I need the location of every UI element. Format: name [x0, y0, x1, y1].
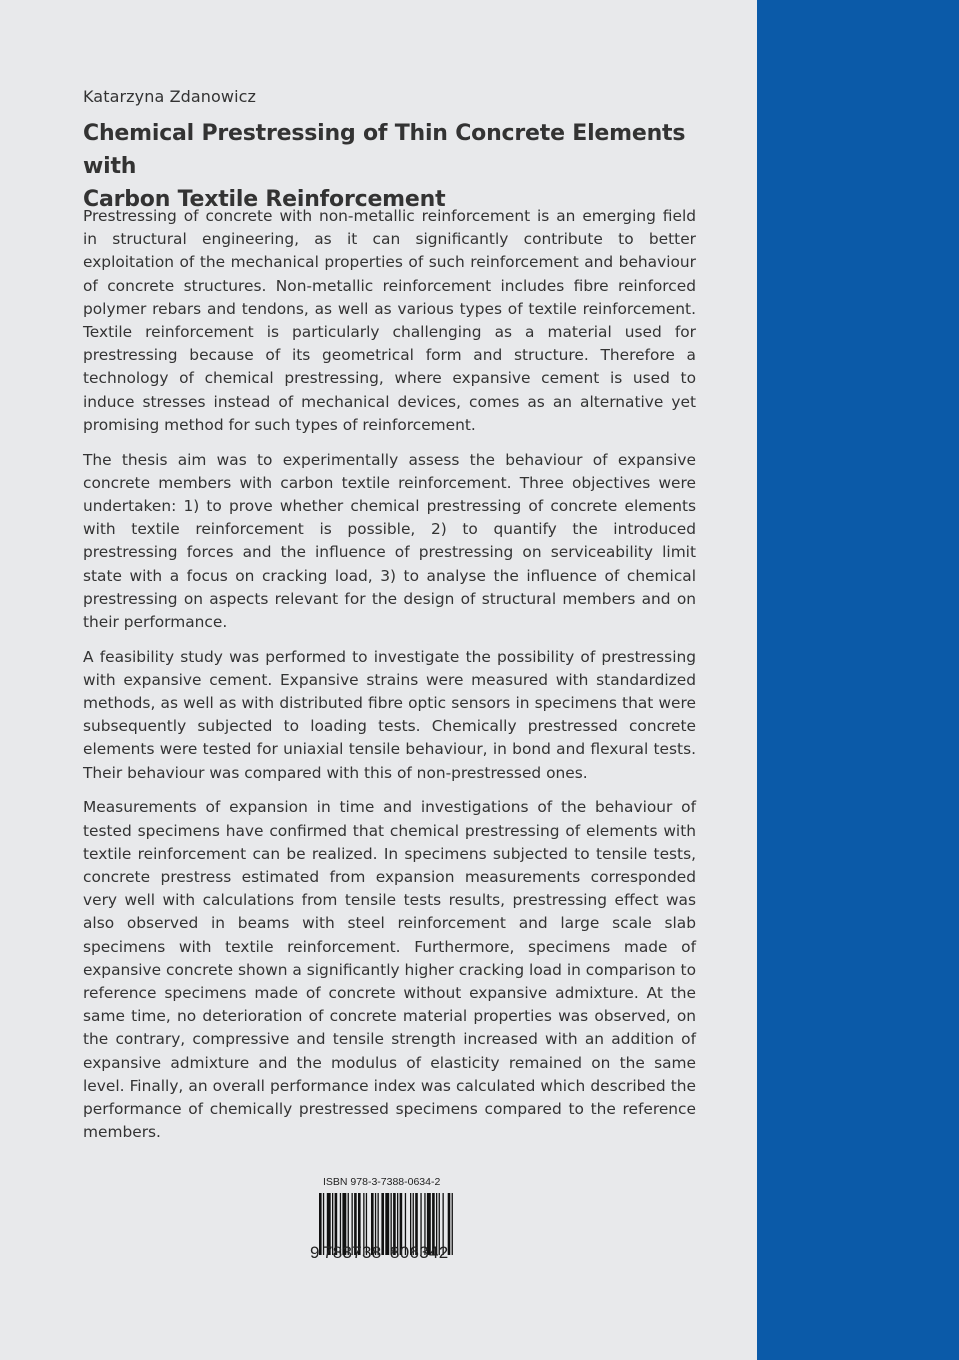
abstract-paragraph: Measurements of expansion in time and investigations of the behaviour of tested specimens have confirmed that chemical prestressing of elements with textile reinforcement can be realized. In specimens subjected to tensile tests, concrete prestress estimated from expansion measurements corresponded very well with calculations from tensile tests results, prestressing effect was also observed in beams with steel reinforcement and large scale slab specimens with textile reinforcement. Furthermore, specimens made of expansive concrete shown a significantly higher cracking load in comparison to reference specimens made of concrete without expansive admixture. At the same time, no deterioration of concrete material properties was observed, on the contrary, compressive and tensile strength increased with an addition of expansive admixture and the modulus of elasticity remained on the same level. Finally, an overall performance index was calculated which described the performance of chemically prestressed specimens compared to the reference members. — [83, 798, 696, 1142]
isbn-digit-lead: 9 — [310, 1243, 320, 1262]
abstract-text — [83, 205, 696, 1156]
abstract-paragraph: Prestressing of concrete with non-metallic reinforcement is an emerging field in structural engineering, as it can significantly contribute to better exploitation of the mechanical properties of such reinforcement and behaviour of concrete structures. Non-metallic reinforcement includes fibre reinforced polymer rebars and tendons, as well as various types of textile reinforcement. Textile reinforcement is particularly challenging as a material used for prestressing because of its geometrical form and structure. Therefore a technology of chemical prestressing, where expansive cement is used to induce stresses instead of mechanical devices, comes as an alternative yet promising method for such types of reinforcement. — [83, 207, 696, 434]
barcode-bar — [381, 1193, 384, 1255]
abstract-paragraph: The thesis aim was to experimentally assess the behaviour of expansive concrete members with carbon textile reinforcement. Three objectives were undertaken: 1) to prove whether chemical prestressing of concrete elements with textile reinforcement is possible, 2) to quantify the introduced prestressing forces and the influence of prestressing on serviceability limit state with a focus on cracking load, 3) to analyse the influence of chemical prestressing on aspects relevant for the design of structural members and on their performance. — [83, 450, 696, 631]
isbn-block — [310, 1176, 460, 1262]
barcode-bar — [452, 1193, 453, 1255]
isbn-digit-group-2: 806342 — [390, 1243, 449, 1262]
isbn-digit-group-1: 783738 — [323, 1243, 382, 1262]
abstract-paragraph: A feasibility study was performed to investigate the possibility of prestressing with expansive cement. Expansive strains were measured with standardized methods, as well as with distributed fibre optic sensors in specimens that were subsequently subjected to loading tests. Chemically prestressed concrete elements were tested for uniaxial tensile behaviour, in bond and flexural tests. Their behaviour was compared with this of non-prestressed ones. — [83, 647, 696, 782]
author-name: Katarzyna Zdanowicz — [83, 87, 257, 106]
book-title — [83, 117, 723, 216]
barcode-bar — [385, 1193, 389, 1255]
isbn-label: ISBN 978-3-7388-0634-2 — [323, 1176, 441, 1188]
blue-spine-band — [757, 0, 959, 1360]
title-line: Carbon Textile Reinforcement — [83, 187, 446, 212]
title-line: Chemical Prestressing of Thin Concrete Elements with — [83, 121, 686, 179]
